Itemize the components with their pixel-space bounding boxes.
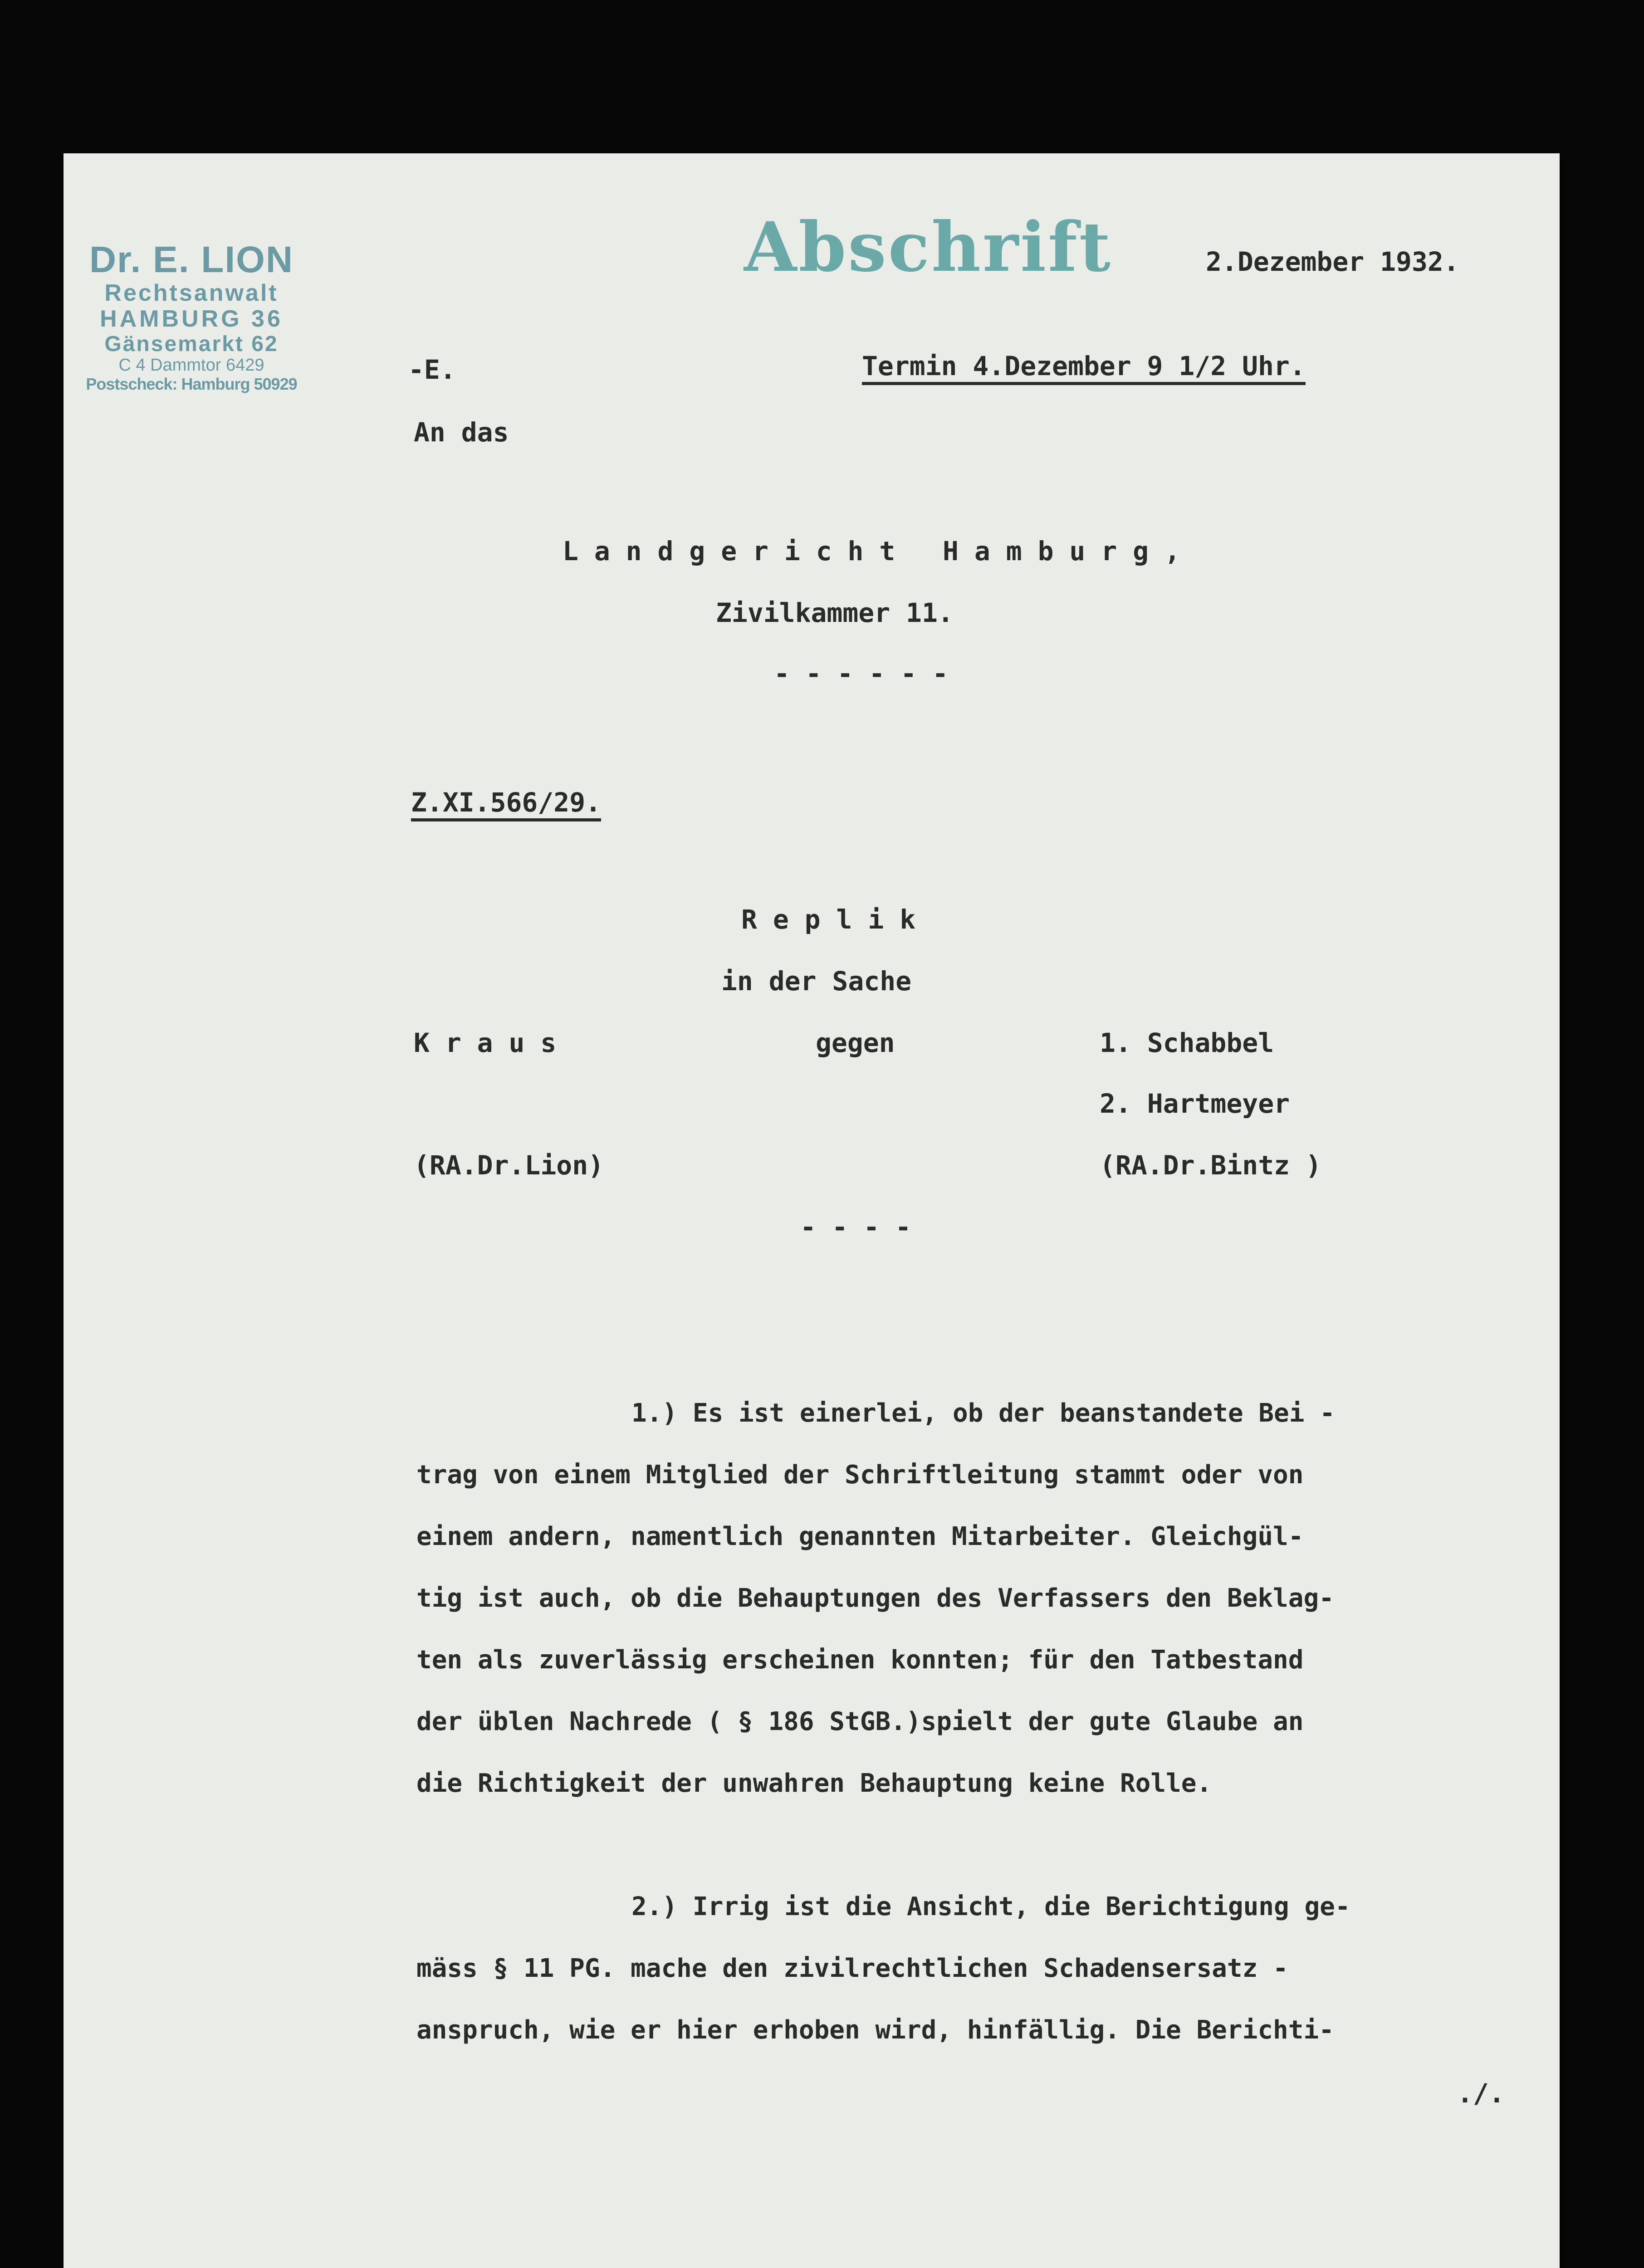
court-name: L a n d g e r i c h t H a m b u r g , bbox=[563, 536, 1180, 567]
salutation: An das bbox=[414, 417, 509, 448]
document-type: R e p l i k bbox=[741, 904, 916, 935]
para1-line: einem andern, namentlich genannten Mitarbeiter. Gleichgül- bbox=[416, 1522, 1304, 1551]
reference-mark: -E. bbox=[408, 354, 456, 385]
stamp-city: HAMBURG 36 bbox=[100, 306, 283, 332]
hearing-date: Termin 4.Dezember 9 1/2 Uhr. bbox=[862, 353, 1306, 385]
document-subtitle: in der Sache bbox=[721, 966, 912, 997]
plaintiff-counsel: (RA.Dr.Lion) bbox=[414, 1150, 604, 1181]
stamp-name: Dr. E. LION bbox=[89, 239, 294, 280]
para1-line: tig ist auch, ob die Behauptungen des Verfassers den Beklag- bbox=[416, 1584, 1334, 1613]
court-chamber: Zivilkammer 11. bbox=[716, 597, 954, 628]
letterhead-stamp bbox=[78, 240, 305, 393]
para2-line: anspruch, wie er hier erhoben wird, hinfällig. Die Berichti- bbox=[416, 2015, 1334, 2045]
stamp-street: Gänsemarkt 62 bbox=[104, 332, 279, 356]
defendant-counsel: (RA.Dr.Bintz ) bbox=[1100, 1150, 1321, 1181]
stamp-title: Rechtsanwalt bbox=[104, 280, 279, 307]
versus-label: gegen bbox=[816, 1027, 895, 1058]
para2-line: mäss § 11 PG. mache den zivilrechtlichen Schadensersatz - bbox=[416, 1954, 1288, 1983]
continuation-mark: ./. bbox=[1457, 2078, 1505, 2109]
separator-1: - - - - - - bbox=[774, 658, 949, 689]
stamp-phone: C 4 Dammtor 6429 bbox=[118, 356, 264, 375]
document-date: 2.Dezember 1932. bbox=[1206, 246, 1459, 277]
para1-line: ten als zuverlässig erscheinen konnten; für den Tatbestand bbox=[416, 1645, 1304, 1675]
para2-line: 2.) Irrig ist die Ansicht, die Berichtigung ge- bbox=[631, 1892, 1350, 1921]
case-number: Z.XI.566/29. bbox=[411, 789, 601, 821]
para1-line: die Richtigkeit der unwahren Behauptung keine Rolle. bbox=[416, 1769, 1212, 1798]
para1-line: der üblen Nachrede ( § 186 StGB.)spielt der gute Glaube an bbox=[416, 1707, 1304, 1736]
para1-line: trag von einem Mitglied der Schriftleitung stammt oder von bbox=[416, 1460, 1304, 1490]
defendant-2: 2. Hartmeyer bbox=[1100, 1088, 1290, 1119]
abschrift-stamp: Abschrift bbox=[744, 207, 1112, 287]
plaintiff-name: K r a u s bbox=[414, 1027, 557, 1058]
document-page bbox=[64, 153, 1560, 2268]
stamp-postscheck: Postscheck: Hamburg 50929 bbox=[86, 375, 297, 394]
defendant-1: 1. Schabbel bbox=[1100, 1027, 1274, 1058]
separator-2: - - - - bbox=[800, 1212, 911, 1242]
para1-line: 1.) Es ist einerlei, ob der beanstandete Bei - bbox=[631, 1398, 1335, 1428]
